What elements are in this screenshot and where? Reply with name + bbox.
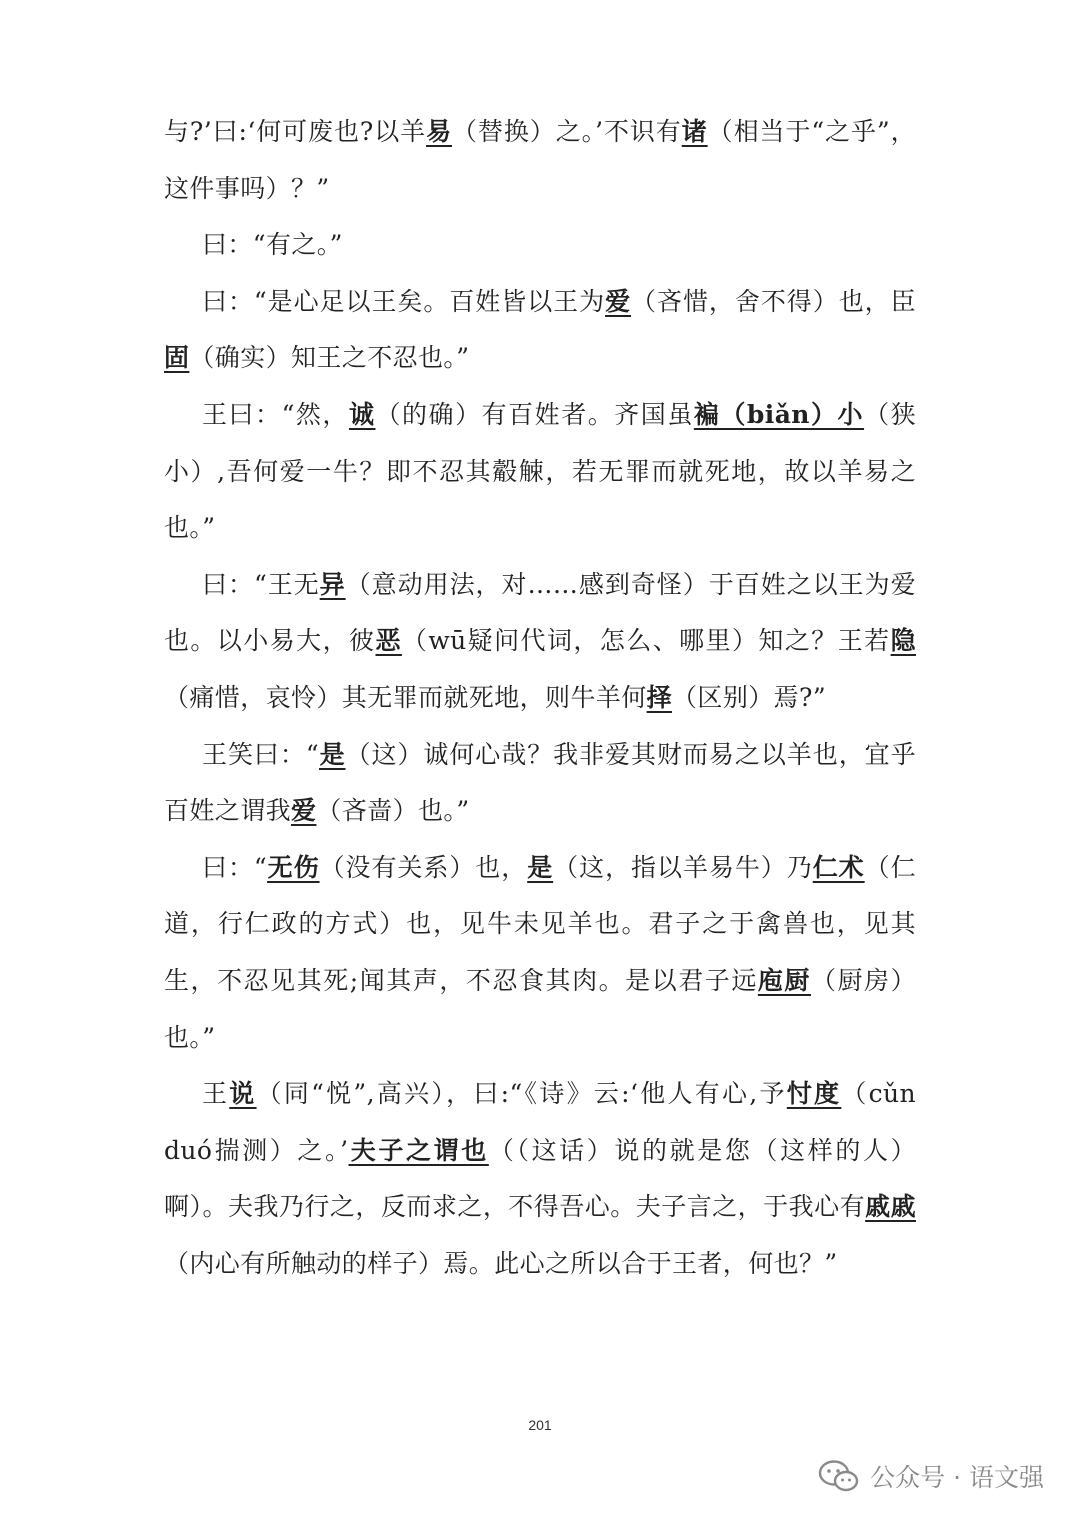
annotated-term: 庖厨 bbox=[757, 965, 811, 995]
annotated-term: 诚 bbox=[348, 399, 376, 429]
text-run: （仁道，行仁政的方式）也，见牛未见羊也。君子之于禽兽也，见其生，不忍见其死;闻其声，不忍食其肉。是以君子远 bbox=[164, 852, 916, 995]
annotated-term: 是 bbox=[319, 739, 346, 769]
text-run: （吝啬）也。” bbox=[316, 796, 470, 826]
annotated-term: 爱 bbox=[291, 796, 317, 826]
text-run: （吝惜，舍不得）也，臣 bbox=[631, 286, 917, 316]
paragraph bbox=[164, 104, 916, 217]
text-run: 曰：“是心足以王矣。百姓皆以王为 bbox=[202, 286, 606, 316]
annotated-term: 择 bbox=[646, 682, 673, 712]
annotated-term: 是 bbox=[527, 852, 554, 882]
text-run: （同“悦”,高兴），曰:“《诗》云:‘他人有心,予 bbox=[256, 1079, 787, 1109]
annotated-term: 固 bbox=[164, 343, 190, 373]
annotated-term: 仁术 bbox=[812, 852, 865, 882]
text-run: （这，指以羊易牛）乃 bbox=[553, 852, 813, 882]
paragraph bbox=[164, 557, 916, 727]
text-run: （这）诚何心哉？我非爱其财而易之以羊也，宜乎百姓之谓我 bbox=[164, 739, 916, 826]
watermark-text: 公众号 · 语文强 bbox=[870, 1463, 1044, 1492]
annotated-term: 隐 bbox=[890, 626, 916, 656]
annotated-term: 异 bbox=[319, 569, 346, 599]
document-body bbox=[164, 104, 916, 1292]
annotated-term: 说 bbox=[229, 1079, 257, 1109]
text-run: 曰：“ bbox=[202, 852, 268, 882]
text-run: （狭小）,吾何爱一牛？即不忍其觳觫，若无罪而就死地，故以羊易之也。” bbox=[164, 399, 916, 543]
annotated-term: 无伤 bbox=[267, 852, 320, 882]
annotated-term: 诸 bbox=[681, 117, 708, 146]
text-run: 王 bbox=[202, 1079, 230, 1109]
text-run: （厨房）也。” bbox=[164, 965, 916, 1052]
text-run: （没有关系）也， bbox=[319, 852, 528, 882]
text-run: 王曰：“然， bbox=[202, 399, 349, 429]
annotated-term: 爱 bbox=[605, 286, 632, 316]
annotated-term: 恶 bbox=[375, 626, 402, 656]
annotated-term: 褊（biǎn）小 bbox=[693, 399, 865, 429]
text-run: 与?’曰:‘何可废也?以羊 bbox=[164, 117, 427, 146]
paragraph bbox=[164, 1066, 916, 1292]
text-run: 曰：“王无 bbox=[202, 569, 320, 599]
annotated-term: 忖度 bbox=[786, 1079, 842, 1109]
text-run: （相当于“之乎”，这件事吗）？” bbox=[164, 117, 917, 203]
page-number: 201 bbox=[528, 1417, 552, 1433]
text-run: （cǔn duó揣测）之。’ bbox=[164, 1079, 917, 1165]
annotated-term: 夫子之谓也 bbox=[348, 1135, 489, 1165]
watermark bbox=[818, 1456, 1044, 1496]
text-run: （内心有所触动的样子）焉。此心之所以合于王者，何也？” bbox=[164, 1248, 838, 1278]
text-run: （痛惜，哀怜）其无罪而就死地，则牛羊何 bbox=[164, 682, 647, 712]
paragraph bbox=[164, 727, 916, 840]
text-run: （的确）有百姓者。齐国虽 bbox=[375, 399, 694, 429]
text-run: （确实）知王之不忍也。” bbox=[189, 343, 470, 373]
annotated-term: 戚戚 bbox=[865, 1192, 916, 1222]
paragraph bbox=[164, 840, 916, 1066]
annotated-term: 易 bbox=[426, 117, 453, 146]
text-run: （（这话）说的就是您（这样的人）啊）。夫我乃行之，反而求之，不得吾心。夫子言之，于我心有 bbox=[164, 1135, 916, 1222]
wechat-icon bbox=[818, 1459, 860, 1493]
paragraph bbox=[164, 387, 916, 557]
paragraph bbox=[164, 217, 916, 274]
text-run: 曰：“有之。” bbox=[202, 230, 343, 260]
text-run: （替换）之。’不识有 bbox=[452, 117, 682, 146]
text-run: 王笑曰：“ bbox=[202, 739, 320, 769]
text-run: （意动用法，对……感到奇怪）于百姓之以王为爱也。以小易大，彼 bbox=[164, 569, 916, 656]
text-run: （区别）焉?” bbox=[672, 682, 827, 712]
paragraph bbox=[164, 274, 916, 387]
text-run: （wū疑问代词，怎么、哪里）知之？王若 bbox=[401, 626, 891, 656]
